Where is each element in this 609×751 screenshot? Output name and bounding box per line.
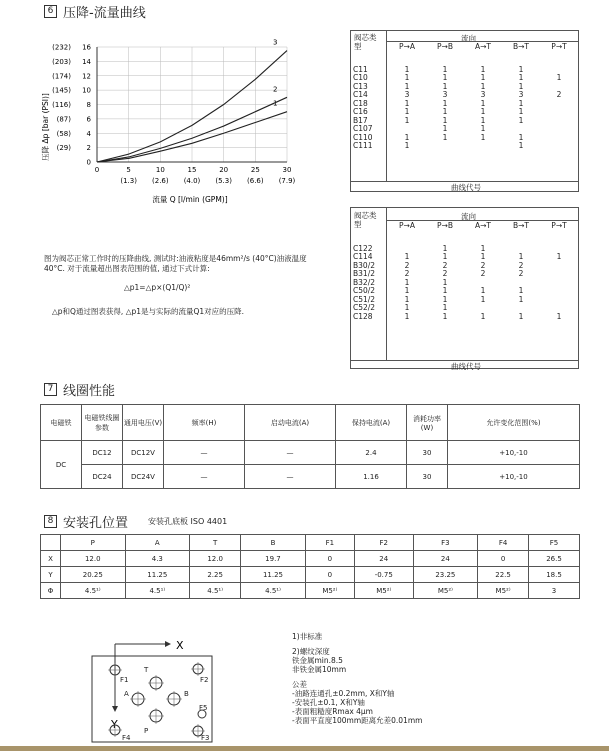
cell: 2 — [404, 260, 410, 270]
cell: 1 — [518, 252, 524, 261]
cell: 3 — [442, 90, 448, 99]
chart-axes — [52, 44, 295, 186]
cell — [540, 134, 578, 143]
y-tick-label: 14 — [82, 57, 91, 66]
cell: 2 — [480, 269, 486, 278]
cell: — — [245, 465, 336, 489]
y-tick-psi-label: (29) — [56, 144, 71, 153]
x-tick-gpm-label: (5.3) — [215, 177, 232, 185]
table-footer: 曲线代号 — [451, 362, 481, 371]
y-tick-psi-label: (87) — [56, 115, 71, 124]
flow-col-header: A→T — [475, 221, 491, 230]
cell: C111 — [353, 141, 373, 150]
table-row — [351, 313, 578, 322]
y-tick-psi-label: (145) — [52, 86, 71, 95]
cell: 1 — [442, 115, 448, 125]
cell: 1 — [404, 252, 410, 261]
cell: C52/2 — [353, 303, 376, 312]
cell: 2 — [480, 260, 486, 270]
cell: C13 — [353, 81, 368, 91]
series-label: 3 — [273, 38, 278, 47]
y-tick-label: 16 — [82, 43, 91, 52]
cell: — — [164, 465, 245, 489]
cell: 1 — [556, 252, 562, 261]
cell: 1 — [404, 311, 410, 321]
section-title-text: 压降-流量曲线 — [63, 6, 146, 21]
cell: 26.5 — [529, 551, 580, 567]
x-tick-gpm-label: (4.0) — [183, 177, 201, 185]
col-header: F2 — [354, 535, 413, 551]
col-header: P — [60, 535, 125, 551]
cell: 1 — [480, 98, 486, 108]
x-tick-label: 30 — [282, 166, 292, 174]
cell: 1 — [404, 132, 410, 142]
port-label: F5 — [199, 704, 208, 712]
cell: B30/2 — [353, 260, 375, 270]
chart-grid — [97, 47, 287, 162]
spool-header: 阀芯类型 — [354, 33, 377, 51]
cell: 1 — [518, 294, 524, 304]
cell — [426, 142, 464, 151]
note: 1)非标准 — [292, 632, 323, 641]
x-tick-gpm-label: (7.9) — [278, 177, 296, 185]
cell: 20.25 — [60, 567, 125, 583]
flow-col-header: P→B — [437, 221, 453, 230]
cell: 1 — [404, 115, 410, 125]
table-row — [351, 253, 578, 262]
cell: 1 — [518, 107, 524, 116]
col-header: 电磁铁 — [41, 405, 82, 441]
port-label: F3 — [201, 734, 210, 742]
cell — [540, 270, 578, 279]
cell: 1 — [442, 124, 448, 133]
y-tick-psi-label: (203) — [52, 57, 71, 66]
flow-col-header: A→T — [475, 42, 491, 51]
cell: 1.16 — [336, 465, 407, 489]
cell: 1 — [442, 311, 448, 321]
y-tick-label: 4 — [86, 129, 91, 138]
cell: 1 — [404, 73, 410, 82]
col-header — [41, 535, 61, 551]
col-header: B — [241, 535, 306, 551]
cell: 12.0 — [60, 551, 125, 567]
section-subtitle: 安装孔底板 ISO 4401 — [148, 517, 228, 526]
cell: C122 — [353, 243, 373, 253]
footer-bar — [0, 746, 609, 751]
cell: C51/2 — [353, 294, 376, 304]
mounting-hole-table — [40, 534, 580, 599]
x-tick-label: 15 — [187, 166, 197, 174]
port-label: T — [144, 666, 149, 674]
cell: Y — [41, 567, 61, 583]
cell: 2 — [442, 260, 448, 270]
table-row — [351, 304, 578, 313]
description-note: △p和Q通过图表获得, △p1是与实际的流量Q1对应的压降. — [52, 307, 245, 316]
cell: 4.5¹⁾ — [190, 583, 241, 599]
cell — [540, 125, 578, 134]
cell: 1 — [518, 132, 524, 142]
table-row — [351, 287, 578, 296]
cell: 0 — [478, 551, 529, 567]
cell: 1 — [518, 73, 524, 82]
cell: 1 — [404, 98, 410, 108]
table-row — [351, 296, 578, 305]
x-axis-label: 流量 Q [l/min (GPM)] — [152, 195, 228, 204]
cell: 1 — [518, 98, 524, 108]
cell: 1 — [404, 141, 410, 150]
cell: B32/2 — [353, 277, 375, 287]
cell — [540, 262, 578, 271]
port-label: F2 — [200, 676, 209, 684]
y-tick-psi-label: (58) — [56, 129, 71, 138]
cell: DC24 — [82, 465, 123, 489]
pressure-drop-chart — [40, 32, 310, 207]
flow-col-header: B→T — [512, 42, 529, 51]
table-row — [41, 567, 580, 583]
col-header: 消耗功率(W) — [407, 405, 448, 441]
cell: 24 — [413, 551, 478, 567]
y-tick-label: 0 — [86, 158, 91, 167]
cell: 1 — [480, 243, 486, 253]
cell: -0.75 — [354, 567, 413, 583]
section-8-title — [44, 512, 227, 531]
col-header: 电磁铁线圈参数 — [82, 405, 123, 441]
section-6-title — [44, 2, 146, 21]
cell: 3 — [529, 583, 580, 599]
cell — [540, 100, 578, 109]
cell: M5²⁾ — [413, 583, 478, 599]
cell: 1 — [556, 73, 562, 82]
solenoid-type: DC — [41, 441, 82, 489]
col-header: 通用电压(V) — [123, 405, 164, 441]
y-axis-letter: Y — [111, 718, 118, 731]
table-row — [351, 66, 578, 75]
cell: 1 — [442, 98, 448, 108]
section-title-text: 线圈性能 — [63, 384, 116, 399]
table-row — [351, 83, 578, 92]
section-title-text: 安装孔位置 — [63, 516, 129, 531]
x-tick-gpm-label: (1.3) — [120, 177, 137, 185]
flow-col-header: P→T — [551, 221, 567, 230]
x-arrow-head — [165, 641, 171, 647]
cell: 1 — [404, 277, 410, 287]
table-row — [351, 134, 578, 143]
table-row — [351, 108, 578, 117]
y-tick-psi-label: (232) — [52, 43, 71, 52]
description-paragraph — [44, 254, 314, 274]
cell: 1 — [404, 303, 410, 312]
y-tick-label: 10 — [82, 86, 91, 95]
table-footer: 曲线代号 — [451, 183, 481, 192]
cell: 1 — [442, 252, 448, 261]
formula: △p1=△p×(Q1/Q)² — [124, 283, 191, 292]
table-row — [351, 100, 578, 109]
port-label: A — [124, 690, 129, 698]
mounting-diagram — [60, 630, 230, 746]
description-text: 图为阀芯正常工作时的压降曲线, 测试时:油液粘度是46mm²/s (40°C)油液温度40°C. 对于流量超出图表范围的值, 通过下式计算: — [44, 254, 307, 273]
y-tick-label: 2 — [86, 144, 91, 153]
note: -安装孔±0.1, X和Y轴 — [292, 698, 365, 707]
cell: 1 — [404, 64, 410, 74]
cell: 1 — [442, 107, 448, 116]
col-header: A — [125, 535, 190, 551]
cell: DC12 — [82, 441, 123, 465]
cell — [540, 287, 578, 296]
cell: 1 — [518, 81, 524, 91]
cell: 1 — [480, 311, 486, 321]
cell: 1 — [480, 81, 486, 91]
cell: 2.25 — [190, 567, 241, 583]
flow-header: 流向 — [461, 212, 476, 221]
table-row — [351, 91, 578, 100]
cell: — — [164, 441, 245, 465]
cell: 1 — [442, 81, 448, 91]
cell: 4.5¹⁾ — [241, 583, 306, 599]
note: 非铁金属10mm — [292, 665, 347, 674]
cell: DC24V — [123, 465, 164, 489]
cell: 11.25 — [241, 567, 306, 583]
note: 2)螺纹深度 — [292, 647, 330, 656]
cell: 1 — [404, 294, 410, 304]
cell: 1 — [442, 73, 448, 82]
cell: 11.25 — [125, 567, 190, 583]
cell: 1 — [518, 141, 524, 150]
cell: 1 — [480, 132, 486, 142]
cell: C10 — [353, 73, 368, 82]
series-label: 2 — [273, 85, 278, 94]
x-tick-gpm-label: (6.6) — [247, 177, 264, 185]
port-label: F1 — [120, 676, 129, 684]
x-tick-label: 10 — [155, 166, 165, 174]
cell: 1 — [442, 294, 448, 304]
x-tick-label: 0 — [94, 166, 100, 174]
cell: 2.4 — [336, 441, 407, 465]
cell: C16 — [353, 107, 368, 116]
note: 铁金属min.8.5 — [292, 656, 343, 665]
flow-col-header: P→A — [399, 221, 415, 230]
cell: 18.5 — [529, 567, 580, 583]
cell: 1 — [442, 243, 448, 253]
cell: 0 — [305, 567, 354, 583]
cell — [540, 108, 578, 117]
cell: 1 — [442, 64, 448, 74]
section-number: 7 — [44, 383, 57, 396]
cell: 1 — [404, 107, 410, 116]
cell: C107 — [353, 124, 373, 133]
cell: 1 — [480, 294, 486, 304]
table-row — [351, 142, 578, 151]
cell — [540, 117, 578, 126]
x-tick-label: 25 — [250, 166, 260, 174]
cell: 1 — [480, 64, 486, 74]
table-row — [351, 117, 578, 126]
cell — [464, 142, 502, 151]
cell: M5²⁾ — [478, 583, 529, 599]
cell: DC12V — [123, 441, 164, 465]
note: -表面平直度100mm距离允差0.01mm — [292, 716, 423, 725]
cell: C110 — [353, 132, 373, 142]
cell: C11 — [353, 64, 368, 74]
col-header: F4 — [478, 535, 529, 551]
x-tick-label: 20 — [219, 166, 229, 174]
port-label: F4 — [122, 734, 131, 742]
flow-col-header: P→A — [399, 42, 415, 51]
cell: 23.25 — [413, 567, 478, 583]
cell: 1 — [442, 132, 448, 142]
y-tick-label: 6 — [86, 115, 91, 124]
cell: 22.5 — [478, 567, 529, 583]
spool-table-2-grid — [351, 222, 578, 321]
cell: 0 — [305, 551, 354, 567]
cell: 30 — [407, 441, 448, 465]
cell: 1 — [442, 303, 448, 312]
cell: X — [41, 551, 61, 567]
col-header: 允许变化范围(%) — [448, 405, 580, 441]
cell: 2 — [556, 90, 562, 99]
cell: +10,-10 — [448, 465, 580, 489]
flow-col-header: P→B — [437, 42, 453, 51]
cell: 12.0 — [190, 551, 241, 567]
table-row — [41, 583, 580, 599]
note: -表面粗糙度Rmax 4μm — [292, 707, 373, 716]
cell: C50/2 — [353, 286, 376, 295]
spool-table-2 — [350, 207, 579, 369]
cell: 2 — [518, 269, 524, 278]
col-header: 频率(H) — [164, 405, 245, 441]
col-header: T — [190, 535, 241, 551]
cell: 1 — [518, 115, 524, 125]
flow-header: 流向 — [461, 34, 476, 43]
cell: 3 — [480, 90, 486, 99]
cell: 24 — [354, 551, 413, 567]
cell: B17 — [353, 115, 368, 125]
y-tick-label: 8 — [86, 101, 91, 109]
table-row — [351, 279, 578, 288]
cell: 1 — [442, 286, 448, 295]
cell: 1 — [480, 252, 486, 261]
spool-table-1 — [350, 30, 579, 192]
y-arrow-head — [112, 706, 118, 712]
cell: 1 — [404, 81, 410, 91]
cell: 1 — [404, 286, 410, 295]
col-header: F3 — [413, 535, 478, 551]
cell: — — [245, 441, 336, 465]
note: -油路连通孔±0.2mm, X和Y轴 — [292, 689, 395, 698]
cell: 19.7 — [241, 551, 306, 567]
cell: 2 — [442, 269, 448, 278]
cell — [540, 279, 578, 288]
cell: 1 — [442, 277, 448, 287]
cell: 3 — [404, 90, 410, 99]
cell: 1 — [480, 107, 486, 116]
section-7-title — [44, 380, 115, 399]
section-number: 6 — [44, 5, 57, 18]
y-tick-label: 12 — [82, 72, 91, 81]
cell: C18 — [353, 98, 368, 108]
spool-header: 阀芯类型 — [354, 211, 377, 229]
x-axis-letter: X — [176, 639, 184, 652]
cell — [540, 296, 578, 305]
port-label: B — [184, 690, 189, 698]
cell: 4.5¹⁾ — [60, 583, 125, 599]
cell: 4.3 — [125, 551, 190, 567]
cell: 4.5¹⁾ — [125, 583, 190, 599]
flow-col-header: P→T — [551, 42, 567, 51]
cell: Φ — [41, 583, 61, 599]
x-tick-gpm-label: (2.6) — [152, 177, 169, 185]
cell: 1 — [518, 64, 524, 74]
cell: 3 — [518, 90, 524, 99]
y-tick-psi-label: (174) — [52, 72, 71, 81]
cell: 1 — [480, 286, 486, 295]
flow-col-header: B→T — [512, 221, 529, 230]
table-row — [351, 262, 578, 271]
cell: 1 — [480, 115, 486, 125]
table-row — [351, 270, 578, 279]
cell: +10,-10 — [448, 441, 580, 465]
y-tick-psi-label: (116) — [52, 101, 71, 109]
col-header: 启动电流(A) — [245, 405, 336, 441]
cell: 2 — [404, 269, 410, 278]
cell: 1 — [518, 311, 524, 321]
note: 公差 — [292, 680, 307, 689]
cell: 1 — [556, 311, 562, 321]
series-label: 1 — [273, 99, 278, 108]
table-row — [351, 74, 578, 83]
cell: 1 — [480, 124, 486, 133]
table-row — [351, 245, 578, 254]
table-row — [41, 551, 580, 567]
cell: B31/2 — [353, 269, 375, 278]
col-header: F1 — [305, 535, 354, 551]
cell: C128 — [353, 311, 373, 321]
spool-table-1-grid — [351, 43, 578, 151]
cell: M5²⁾ — [354, 583, 413, 599]
cell: 2 — [518, 260, 524, 270]
port-label: P — [144, 727, 149, 735]
cell: C14 — [353, 90, 368, 99]
x-tick-label: 5 — [126, 166, 131, 174]
mounting-notes — [292, 632, 422, 725]
y-axis-label: 压降 Δp [bar (PSI)] — [41, 93, 50, 161]
cell: 30 — [407, 465, 448, 489]
cell: C114 — [353, 252, 373, 261]
cell: 1 — [480, 73, 486, 82]
col-header: 保持电流(A) — [336, 405, 407, 441]
coil-performance-table — [40, 404, 580, 489]
section-number: 8 — [44, 515, 57, 528]
col-header: F5 — [529, 535, 580, 551]
cell: 1 — [518, 286, 524, 295]
cell — [540, 142, 578, 151]
table-row — [351, 125, 578, 134]
cell: M5²⁾ — [305, 583, 354, 599]
